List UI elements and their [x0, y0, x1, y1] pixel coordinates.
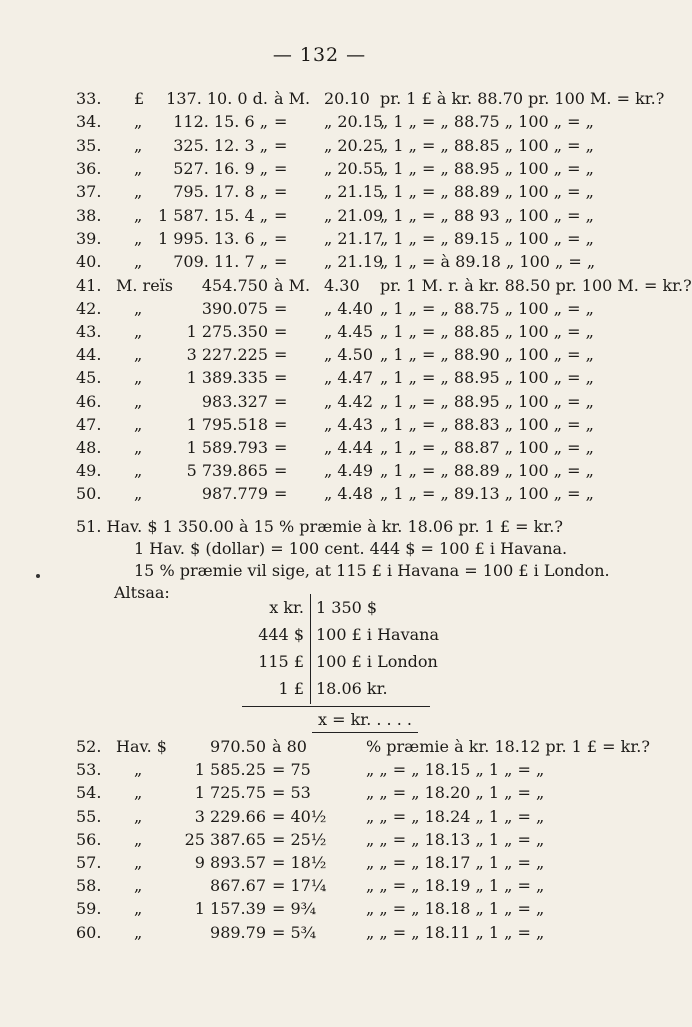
rate-terms: „ „ = „ 18.15 „ 1 „ = „ [366, 760, 545, 780]
rate-terms: „ 1 „ = „ 88 93 „ 100 „ = „ [380, 205, 594, 225]
chain-divider-vertical [310, 594, 311, 704]
amount: 112. 15. 6 „ [173, 112, 268, 132]
exercise-number: 33. [76, 89, 102, 108]
rate-terms: „ 1 „ = „ 89.15 „ 100 „ = „ [380, 228, 594, 248]
rate-marker: = [274, 228, 288, 248]
rate-marker: = [274, 460, 288, 480]
rate-terms: „ „ = „ 18.13 „ 1 „ = „ [366, 829, 545, 849]
exchange-rate: 20.10 [324, 89, 370, 108]
chain-divider-horizontal [242, 706, 430, 707]
amount: 3 227.225 [186, 345, 268, 365]
problem-51-line-4: Altsaa: [114, 583, 170, 602]
rate-terms: „ 1 „ = „ 88.87 „ 100 „ = „ [380, 437, 594, 457]
amount: 1 585.25 [194, 760, 266, 780]
currency-label: „ [134, 922, 143, 942]
currency-label: „ [134, 368, 143, 388]
rate-marker: = 17¼ [272, 876, 327, 896]
amount: 867.67 [210, 876, 266, 896]
currency-label: „ [134, 135, 143, 155]
exercise-number: 53. [76, 760, 102, 780]
rate-marker: = 5¾ [272, 922, 317, 942]
rate-terms: „ „ = „ 18.18 „ 1 „ = „ [366, 899, 545, 919]
amount: 970.50 [210, 737, 266, 756]
currency-label: „ [134, 876, 143, 896]
rate-marker: = [274, 299, 288, 319]
amount: 1 795.518 [186, 414, 268, 434]
rate-terms: „ 1 „ = „ 88.89 „ 100 „ = „ [380, 182, 594, 202]
amount: 5 739.865 [186, 460, 268, 480]
currency-label: „ [134, 783, 143, 803]
amount: 1 275.350 [186, 322, 268, 342]
exercise-number: 37. [76, 182, 102, 202]
chain-left-term: 1 £ [278, 679, 304, 698]
rate-marker: = [274, 205, 288, 225]
rate-marker: = [274, 252, 288, 272]
currency-label: „ [134, 322, 143, 342]
exercise-number: 57. [76, 853, 102, 872]
rate-marker: = [274, 135, 288, 155]
amount: 983.327 [201, 391, 268, 411]
rate-marker: = [274, 322, 288, 342]
rate-terms: „ „ = „ 18.17 „ 1 „ = „ [366, 853, 545, 872]
rate-terms: „ 1 „ = „ 88.95 „ 100 „ = „ [380, 368, 594, 388]
amount: 390.075 [201, 299, 268, 319]
exchange-rate: „ 20.25 [324, 135, 384, 155]
amount: 454.750 [201, 276, 268, 295]
currency-label: „ [134, 345, 143, 365]
currency-label: „ [134, 483, 143, 503]
rate-marker: = 9¾ [272, 899, 317, 919]
exchange-rate: „ 4.50 [324, 345, 373, 365]
exercise-number: 54. [76, 783, 102, 803]
currency-label: „ [134, 806, 143, 826]
exercise-number: 44. [76, 345, 102, 365]
rate-terms: „ 1 „ = „ 88.83 „ 100 „ = „ [380, 414, 594, 434]
rate-marker: = [274, 437, 288, 457]
amount: 137. 10. 0 d. [166, 89, 268, 108]
ink-dot [36, 574, 40, 578]
exchange-rate: „ 20.15 [324, 112, 384, 132]
rate-terms: „ „ = „ 18.20 „ 1 „ = „ [366, 783, 545, 803]
amount: 1 587. 15. 4 „ [157, 205, 268, 225]
rate-terms: % præmie à kr. 18.12 pr. 1 £ = kr.? [366, 737, 650, 756]
exercise-number: 41. [76, 276, 102, 295]
currency-label: „ [134, 252, 143, 272]
currency-label: „ [134, 299, 143, 319]
rate-marker: = [274, 414, 288, 434]
exchange-rate: „ 4.43 [324, 414, 373, 434]
rate-marker: = [274, 182, 288, 202]
exchange-rate: „ 4.49 [324, 460, 373, 480]
currency-label: „ [134, 899, 143, 919]
rate-terms: „ 1 „ = „ 88.90 „ 100 „ = „ [380, 345, 594, 365]
rate-marker: = [274, 391, 288, 411]
exercise-number: 48. [76, 437, 102, 457]
amount: 709. 11. 7 „ [173, 252, 268, 272]
currency-label: M. reïs [116, 276, 173, 295]
currency-label: „ [134, 829, 143, 849]
page-number: — 132 — [272, 44, 367, 66]
amount: 1 995. 13. 6 „ [157, 228, 268, 248]
rate-terms: „ „ = „ 18.11 „ 1 „ = „ [366, 922, 545, 942]
rate-terms: pr. 1 £ à kr. 88.70 pr. 100 M. = kr.? [380, 89, 665, 108]
amount: 989.79 [210, 922, 266, 942]
rate-marker: = 53 [272, 783, 311, 803]
amount: 527. 16. 9 „ [173, 158, 268, 178]
exercise-number: 56. [76, 829, 102, 849]
rate-marker: à M. [274, 276, 311, 295]
problem-51-line-1: 51. Hav. $ 1 350.00 à 15 % præmie à kr. 18.06 pr. 1 £ = kr.? [76, 517, 563, 536]
currency-label: „ [134, 437, 143, 457]
exchange-rate: „ 4.48 [324, 483, 373, 503]
rate-marker: = [274, 368, 288, 388]
exercise-number: 45. [76, 368, 102, 388]
chain-right-term: 100 £ i Havana [316, 625, 440, 644]
chain-right-term: 100 £ i London [316, 652, 438, 671]
currency-label: Hav. $ [116, 737, 167, 756]
exercise-number: 36. [76, 158, 102, 178]
currency-label: „ [134, 112, 143, 132]
exercise-number: 35. [76, 135, 102, 155]
exercise-number: 49. [76, 460, 102, 480]
rate-marker: = 75 [272, 760, 311, 780]
amount: 9 893.57 [194, 853, 266, 872]
rate-marker: = [274, 345, 288, 365]
rate-terms: „ 1 „ = „ 88.85 „ 100 „ = „ [380, 322, 594, 342]
currency-label: „ [134, 460, 143, 480]
rate-terms: „ 1 „ = „ 88.95 „ 100 „ = „ [380, 158, 594, 178]
rate-marker: à M. [274, 89, 311, 108]
exchange-rate: „ 20.55 [324, 158, 384, 178]
currency-label: „ [134, 853, 143, 872]
exercise-number: 39. [76, 228, 102, 248]
chain-result: x = kr. . . . . [312, 708, 418, 733]
exchange-rate: „ 4.42 [324, 391, 373, 411]
currency-label: „ [134, 205, 143, 225]
amount: 3 229.66 [194, 806, 266, 826]
problem-51-line-3: 15 % præmie vil sige, at 115 £ i Havana = 100 £ i London. [134, 561, 610, 580]
rate-marker: = 25½ [272, 829, 327, 849]
rate-marker: = 18½ [272, 853, 327, 872]
rate-marker: à 80 [272, 737, 307, 756]
rate-terms: „ „ = „ 18.24 „ 1 „ = „ [366, 806, 545, 826]
exchange-rate: „ 21.19 [324, 252, 384, 272]
exchange-rate: „ 4.44 [324, 437, 373, 457]
chain-left-term: 115 £ [258, 652, 304, 671]
exercise-number: 42. [76, 299, 102, 319]
amount: 325. 12. 3 „ [173, 135, 268, 155]
chain-right-term: 1 350 $ [316, 598, 378, 617]
exercise-number: 59. [76, 899, 102, 919]
exercise-number: 52. [76, 737, 102, 756]
exercise-number: 47. [76, 414, 102, 434]
currency-label: £ [134, 89, 145, 108]
rate-terms: „ 1 „ = „ 89.13 „ 100 „ = „ [380, 483, 594, 503]
amount: 1 389.335 [186, 368, 268, 388]
chain-right-term: 18.06 kr. [316, 679, 388, 698]
exchange-rate: „ 21.09 [324, 205, 384, 225]
currency-label: „ [134, 391, 143, 411]
exercise-number: 58. [76, 876, 102, 896]
rate-terms: „ „ = „ 18.19 „ 1 „ = „ [366, 876, 545, 896]
exchange-rate: „ 21.15 [324, 182, 384, 202]
amount: 1 589.793 [186, 437, 268, 457]
exchange-rate: „ 4.45 [324, 322, 373, 342]
currency-label: „ [134, 414, 143, 434]
exercise-number: 40. [76, 252, 102, 272]
amount: 987.779 [201, 483, 268, 503]
exchange-rate: „ 21.17 [324, 228, 384, 248]
exercise-number: 34. [76, 112, 102, 132]
currency-label: „ [134, 760, 143, 780]
chain-left-term: 444 $ [258, 625, 304, 644]
currency-label: „ [134, 158, 143, 178]
exercise-number: 50. [76, 483, 102, 503]
problem-51-line-2: 1 Hav. $ (dollar) = 100 cent. 444 $ = 100 £ i Havana. [134, 539, 568, 558]
rate-terms: „ 1 „ = „ 88.89 „ 100 „ = „ [380, 460, 594, 480]
exercise-number: 60. [76, 922, 102, 942]
rate-terms: „ 1 „ = „ 88.75 „ 100 „ = „ [380, 112, 594, 132]
exchange-rate: 4.30 [324, 276, 360, 295]
rate-terms: „ 1 „ = „ 88.95 „ 100 „ = „ [380, 391, 594, 411]
currency-label: „ [134, 182, 143, 202]
amount: 1 725.75 [194, 783, 266, 803]
currency-label: „ [134, 228, 143, 248]
amount: 25 387.65 [184, 829, 266, 849]
exchange-rate: „ 4.47 [324, 368, 373, 388]
chain-left-term: x kr. [269, 598, 304, 617]
exercise-number: 55. [76, 806, 102, 826]
exercise-number: 38. [76, 205, 102, 225]
amount: 795. 17. 8 „ [173, 182, 268, 202]
rate-marker: = [274, 112, 288, 132]
rate-marker: = [274, 158, 288, 178]
rate-marker: = [274, 483, 288, 503]
rate-marker: = 40½ [272, 806, 327, 826]
exchange-rate: „ 4.40 [324, 299, 373, 319]
rate-terms: „ 1 „ = „ 88.85 „ 100 „ = „ [380, 135, 594, 155]
rate-terms: „ 1 „ = à 89.18 „ 100 „ = „ [380, 252, 596, 272]
rate-terms: pr. 1 M. r. à kr. 88.50 pr. 100 M. = kr.? [380, 276, 692, 295]
rate-terms: „ 1 „ = „ 88.75 „ 100 „ = „ [380, 299, 594, 319]
amount: 1 157.39 [194, 899, 266, 919]
exercise-number: 46. [76, 391, 102, 411]
exercise-number: 43. [76, 322, 102, 342]
